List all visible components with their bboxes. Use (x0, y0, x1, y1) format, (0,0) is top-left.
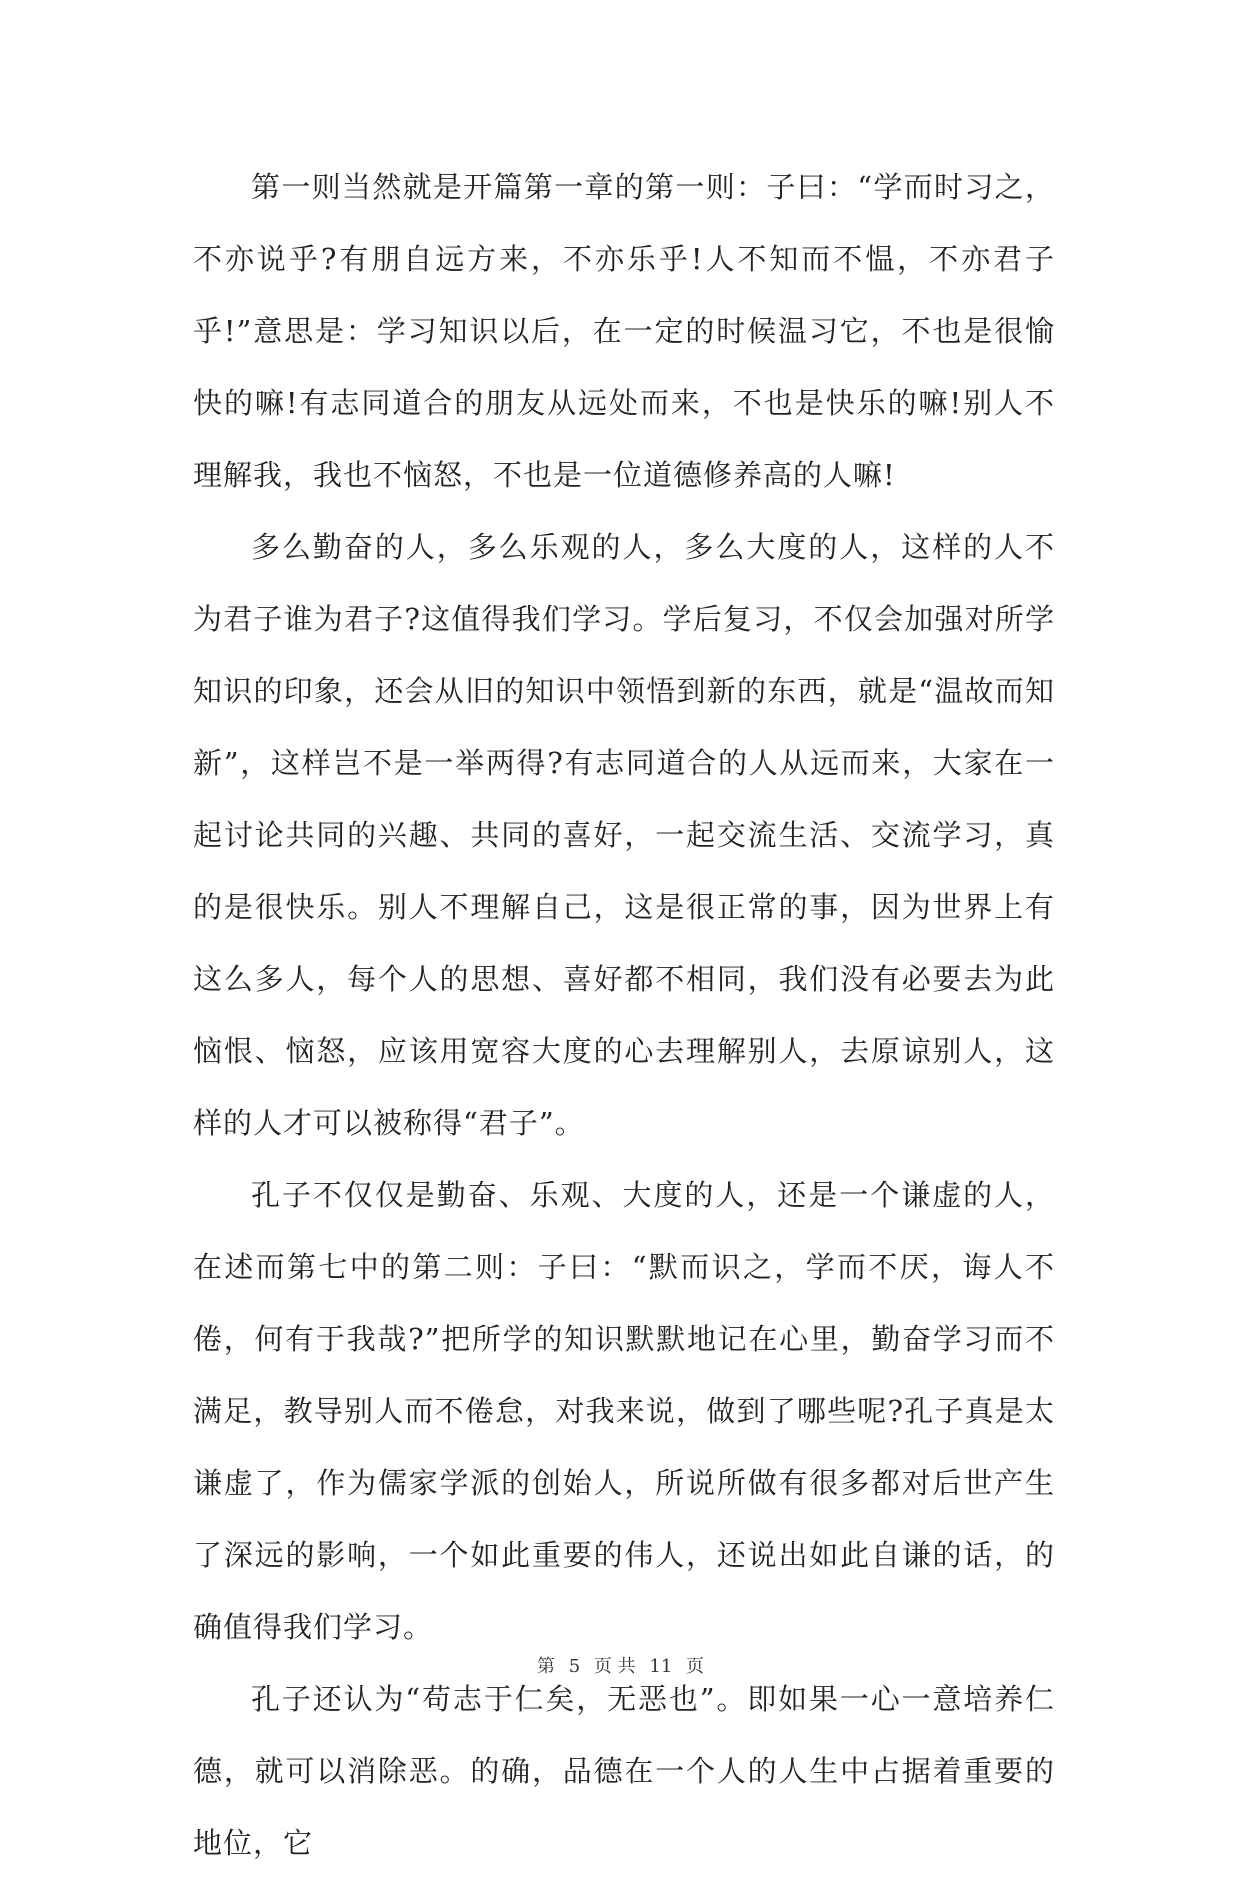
footer-suffix: 页 (686, 1656, 705, 1677)
footer-page-number: 5 (568, 1656, 581, 1677)
footer-prefix: 第 (536, 1656, 555, 1677)
document-body (193, 151, 1055, 1879)
paragraph-1: 第一则当然就是开篇第一章的第一则：子曰：“学而时习之，不亦说乎?有朋自远方来，不亦乐乎!人不知而不愠，不亦君子乎!”意思是：学习知识以后，在一定的时候温习它，不也是很愉快的嘛!有志同道合的朋友从远处而来，不也是快乐的嘛!别人不理解我，我也不恼怒，不也是一位道德修养高的人嘛! (193, 170, 1055, 492)
footer-middle: 页 共 (593, 1656, 636, 1677)
paragraph-4: 孔子还认为“苟志于仁矣，无恶也”。即如果一心一意培养仁德，就可以消除恶。的确，品德在一个人的人生中占据着重要的地位，它 (193, 1682, 1055, 1860)
paragraph-2: 多么勤奋的人，多么乐观的人，多么大度的人，这样的人不为君子谁为君子?这值得我们学习。学后复习，不仅会加强对所学知识的印象，还会从旧的知识中领悟到新的东西，就是“温故而知新”，这样岂不是一举两得?有志同道合的人从远而来，大家在一起讨论共同的兴趣、共同的喜好，一起交流生活、交流学习，真的是很快乐。别人不理解自己，这是很正常的事，因为世界上有这么多人，每个人的思想、喜好都不相同，我们没有必要去为此恼恨、恼怒，应该用宽容大度的心去理解别人，去原谅别人，这样的人才可以被称得“君子”。 (193, 530, 1055, 1140)
page-footer (0, 1652, 1241, 1678)
footer-page-total: 11 (649, 1656, 673, 1677)
paragraph-3: 孔子不仅仅是勤奋、乐观、大度的人，还是一个谦虚的人，在述而第七中的第二则：子曰：“默而识之，学而不厌，诲人不倦，何有于我哉?”把所学的知识默默地记在心里，勤奋学习而不满足，教导别人而不倦怠，对我来说，做到了哪些呢?孔子真是太谦虚了，作为儒家学派的创始人，所说所做有很多都对后世产生了深远的影响，一个如此重要的伟人，还说出如此自谦的话，的确值得我们学习。 (193, 1178, 1055, 1644)
